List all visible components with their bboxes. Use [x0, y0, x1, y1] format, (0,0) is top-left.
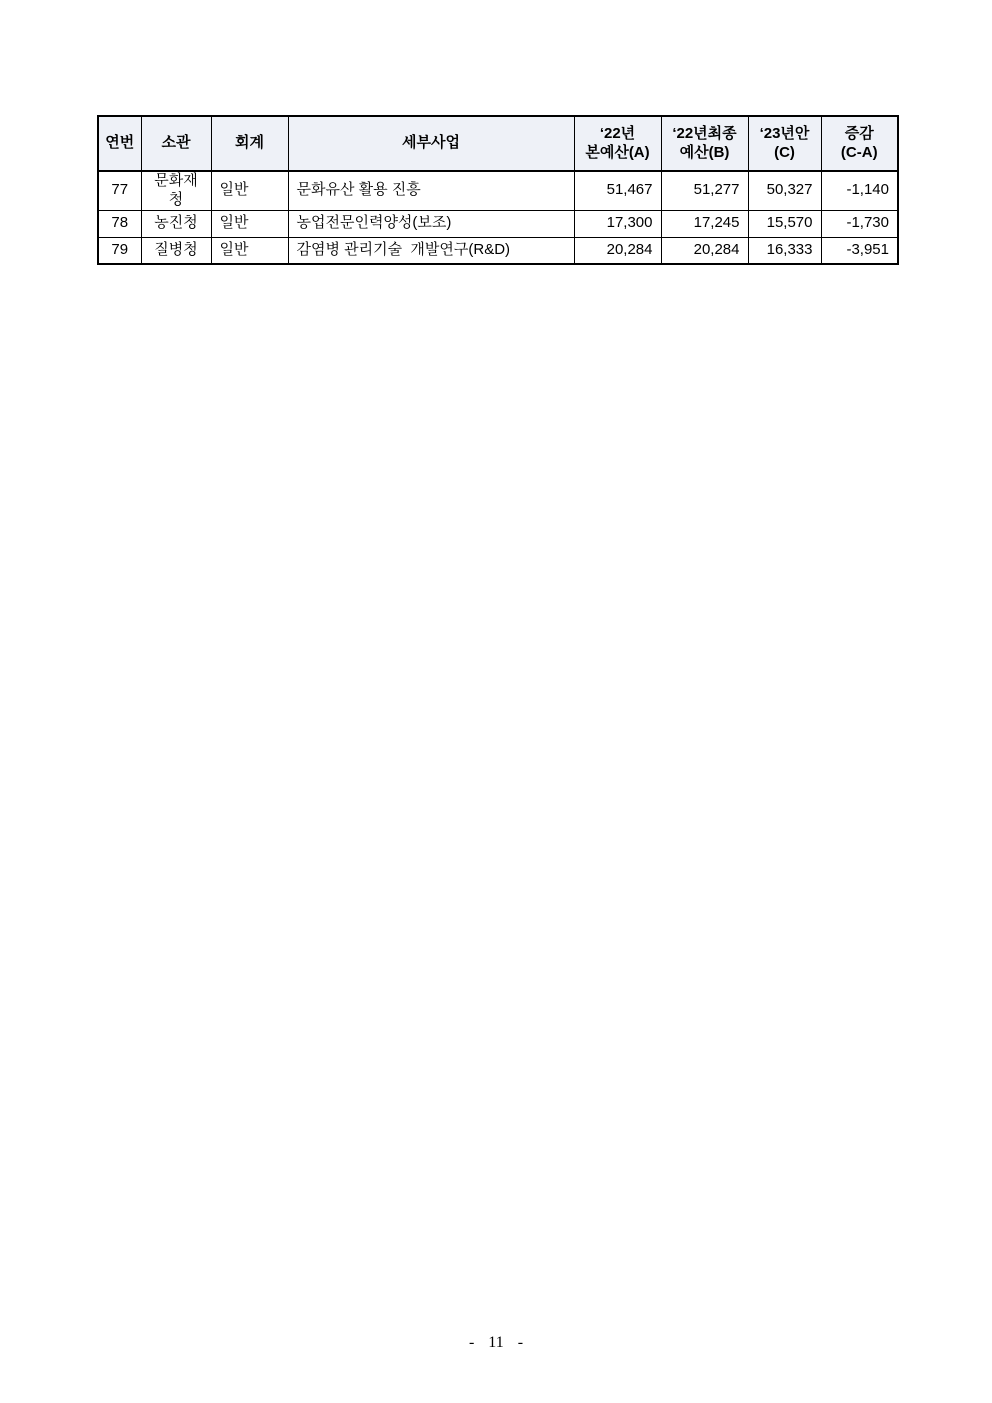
header-no	[98, 116, 141, 171]
cell-change: -3,951	[821, 237, 898, 264]
header-project	[288, 116, 574, 171]
cell-final22: 20,284	[661, 237, 748, 264]
cell-account: 일반	[211, 171, 288, 210]
cell-change: -1,730	[821, 210, 898, 237]
header-account	[211, 116, 288, 171]
cell-agency: 문화재청	[141, 171, 211, 210]
cell-budget22: 20,284	[574, 237, 661, 264]
cell-project: 문화유산 활용 진흥	[288, 171, 574, 210]
cell-budget22: 51,467	[574, 171, 661, 210]
table-row	[98, 210, 898, 237]
cell-final22: 17,245	[661, 210, 748, 237]
table-row	[98, 171, 898, 210]
header-no-label: 연번	[105, 134, 135, 152]
cell-budget22: 17,300	[574, 210, 661, 237]
cell-final22: 51,277	[661, 171, 748, 210]
header-project-label: 세부사업	[402, 134, 460, 152]
header-change: 증감 (C-A)	[821, 116, 898, 171]
table-header-row	[98, 116, 898, 171]
header-budget22: ‘22년 본예산(A)	[574, 116, 661, 171]
page-number: - 11 -	[468, 1334, 524, 1351]
budget-table	[97, 115, 899, 265]
header-account-label: 회계	[235, 134, 264, 152]
cell-no: 78	[98, 210, 141, 237]
header-final22: ‘22년최종 예산(B)	[661, 116, 748, 171]
cell-account: 일반	[211, 210, 288, 237]
cell-project: 감염병 관리기술 개발연구(R&D)	[288, 237, 574, 264]
header-agency-label: 소관	[161, 134, 191, 152]
cell-plan23: 16,333	[748, 237, 821, 264]
cell-change: -1,140	[821, 171, 898, 210]
cell-agency: 질병청	[141, 237, 211, 264]
cell-no: 79	[98, 237, 141, 264]
cell-plan23: 50,327	[748, 171, 821, 210]
cell-no: 77	[98, 171, 141, 210]
cell-agency: 농진청	[141, 210, 211, 237]
table-row	[98, 237, 898, 264]
cell-plan23: 15,570	[748, 210, 821, 237]
cell-project: 농업전문인력양성(보조)	[288, 210, 574, 237]
header-plan23: ‘23년안 (C)	[748, 116, 821, 171]
cell-account: 일반	[211, 237, 288, 264]
header-agency	[141, 116, 211, 171]
